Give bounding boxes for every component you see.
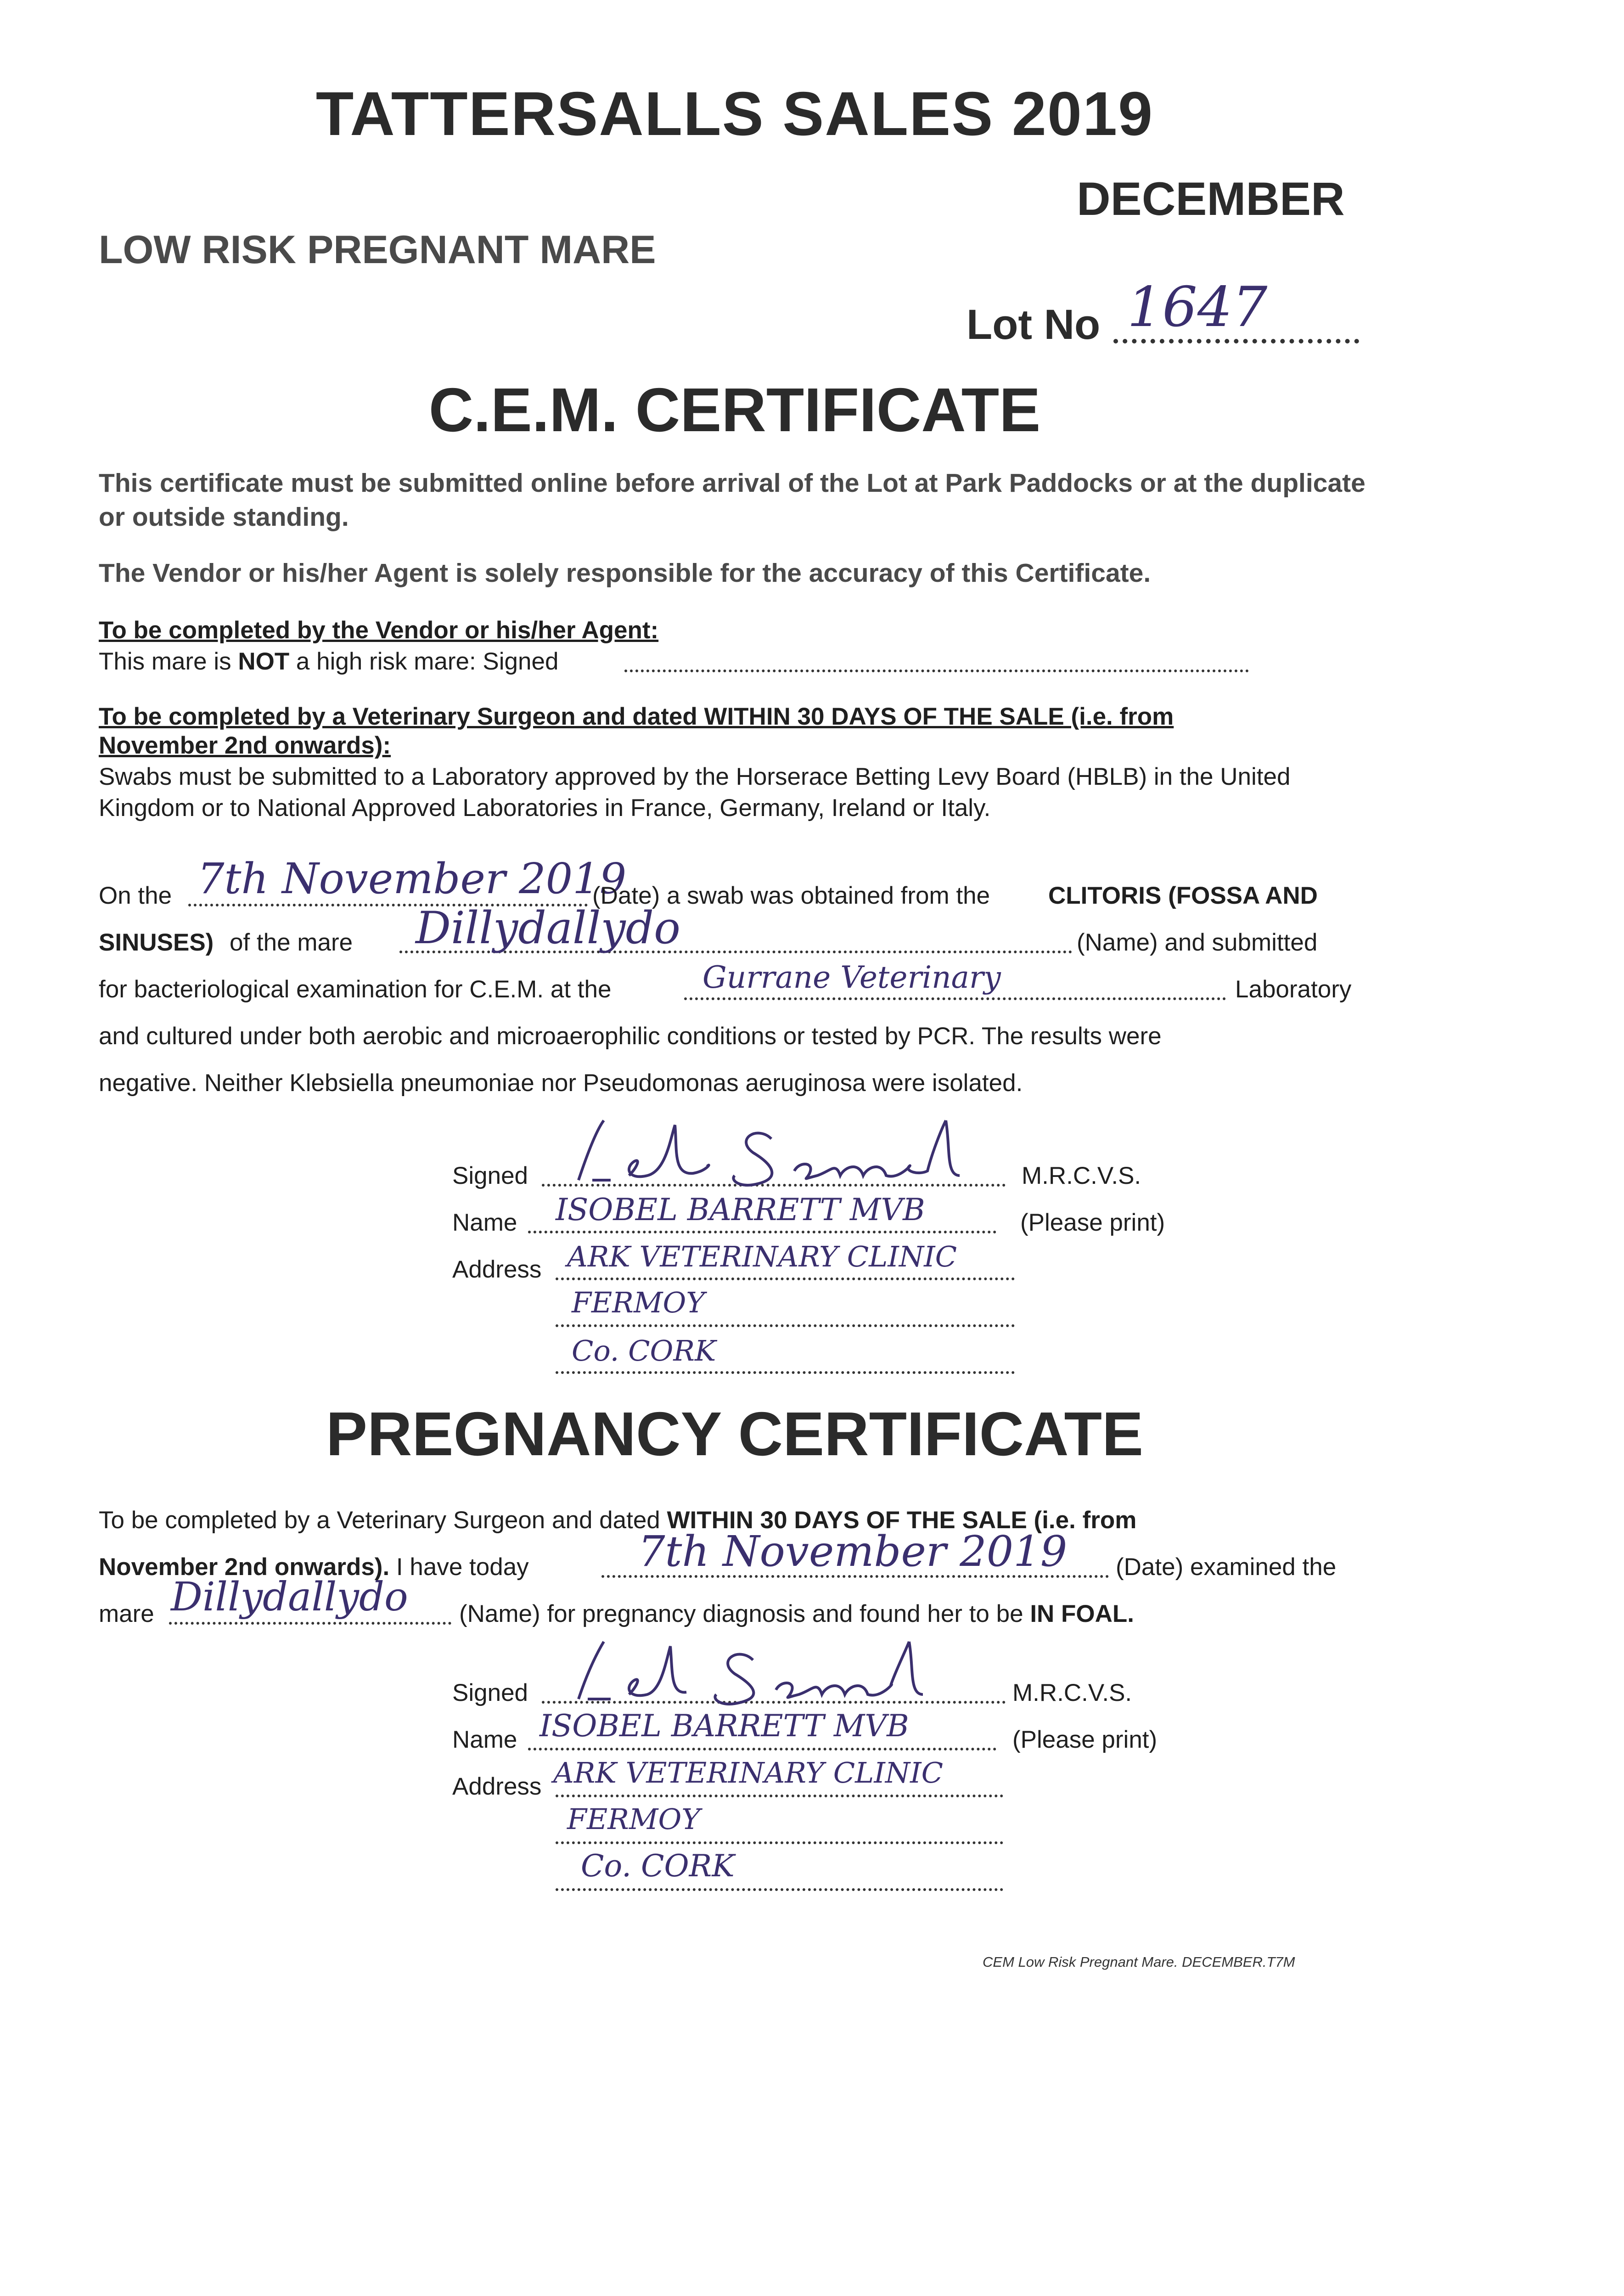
cem-mare-name-value: Dillydallydo — [416, 902, 680, 954]
pregnancy-mare-label: mare — [99, 1600, 154, 1627]
cem-address-1: ARK VETERINARY CLINIC — [567, 1240, 957, 1273]
vendor-declaration — [99, 647, 558, 675]
laboratory-name-value: Gurrane Veterinary — [702, 960, 1001, 995]
cem-address-line-3 — [556, 1371, 1015, 1374]
sale-month: DECEMBER — [1077, 173, 1345, 225]
page-title: TATTERSALLS SALES 2019 — [315, 79, 1154, 148]
cem-certificate-title: C.E.M. CERTIFICATE — [428, 375, 1041, 445]
cem-address-line-2 — [556, 1324, 1015, 1327]
pregnancy-line-2-bold: November 2nd onwards). — [99, 1553, 390, 1581]
pregnancy-line-2-end: (Date) examined the — [1116, 1553, 1337, 1581]
sinuses-text: SINUSES) — [99, 929, 214, 956]
cem-intro-text: This certificate must be submitted online before arrival of the Lot at Park Paddocks or at the duplicate or outside standing. — [99, 468, 1366, 532]
cem-signature — [560, 1111, 983, 1201]
cem-address-2: FERMOY — [572, 1286, 705, 1319]
cem-address-label: Address — [452, 1256, 542, 1283]
lot-number-line — [1113, 339, 1359, 343]
laboratory-label: Laboratory — [1235, 976, 1352, 1003]
clitoris-text: CLITORIS (FOSSA AND — [1048, 882, 1318, 909]
pregnancy-address-label: Address — [452, 1773, 542, 1800]
on-the-label: On the — [99, 882, 172, 909]
vet-section-heading-cont: November 2nd onwards): — [99, 732, 391, 759]
pregnancy-line-3 — [459, 1600, 1134, 1628]
negative-result-text: negative. Neither Klebsiella pneumoniae nor Pseudomonas aeruginosa were isolated. — [99, 1069, 1023, 1097]
pregnancy-in-foal: IN FOAL. — [1030, 1600, 1135, 1627]
cem-address-3: Co. CORK — [572, 1334, 716, 1367]
pregnancy-signature — [560, 1635, 937, 1720]
cem-signed-label: Signed — [452, 1162, 528, 1189]
form-reference-footer: CEM Low Risk Pregnant Mare. DECEMBER.T7M — [983, 1954, 1295, 1970]
cem-vet-name-value: ISOBEL BARRETT MVB — [556, 1192, 925, 1227]
cem-name-label: Name — [452, 1209, 517, 1236]
pregnancy-mrcvs-label: M.R.C.V.S. — [1012, 1679, 1132, 1706]
swab-date-suffix: (Date) a swab was obtained from the — [592, 882, 990, 909]
cem-mrcvs-label: M.R.C.V.S. — [1022, 1162, 1141, 1189]
vendor-line-not: NOT — [238, 648, 290, 675]
lot-number-label: Lot No — [967, 301, 1101, 348]
vet-section-heading: To be completed by a Veterinary Surgeon and dated WITHIN 30 DAYS OF THE SALE (i.e. from — [99, 703, 1174, 730]
pregnancy-name-line — [528, 1748, 996, 1750]
pregnancy-address-line-1 — [556, 1795, 1003, 1797]
pregnancy-name-label: Name — [452, 1726, 517, 1753]
pregnancy-mare-line — [169, 1622, 451, 1625]
bacteriological-text: for bacteriological examination for C.E.M. at the — [99, 976, 612, 1003]
cultured-text: and cultured under both aerobic and microaerophilic conditions or tested by PCR. The results were — [99, 1023, 1162, 1050]
pregnancy-signed-label: Signed — [452, 1679, 528, 1706]
vendor-line-post: a high risk mare: Signed — [289, 648, 559, 675]
vendor-signature-line — [624, 670, 1249, 672]
of-mare-label: of the mare — [230, 929, 353, 956]
laboratory-name-line — [684, 997, 1226, 1000]
cem-address-line-1 — [556, 1277, 1015, 1280]
laboratory-requirements: Swabs must be submitted to a Laboratory approved by the Horserace Betting Levy Board (HBLB) in the United Kingdom or to National Approved Laboratories in France, Germany, Ireland or Italy. — [99, 763, 1291, 822]
pregnancy-line-1-pre: To be completed by a Veterinary Surgeon and dated — [99, 1507, 667, 1534]
pregnancy-date-value: 7th November 2019 — [638, 1527, 1068, 1576]
cem-name-line — [528, 1231, 996, 1233]
vendor-section-heading: To be completed by the Vendor or his/her Agent: — [99, 617, 659, 644]
cem-responsibility-text: The Vendor or his/her Agent is solely responsible for the accuracy of this Certificate. — [99, 558, 1151, 588]
cem-please-print: (Please print) — [1020, 1209, 1165, 1236]
name-submitted-label: (Name) and submitted — [1077, 929, 1318, 956]
pregnancy-address-line-3 — [556, 1888, 1003, 1891]
swab-date-value: 7th November 2019 — [197, 854, 627, 903]
pregnancy-line-3-mid: (Name) for pregnancy diagnosis and found her to be — [459, 1600, 1030, 1627]
pregnancy-address-line-2 — [556, 1841, 1003, 1844]
pregnancy-address-1: ARK VETERINARY CLINIC — [553, 1756, 944, 1790]
certificate-category: LOW RISK PREGNANT MARE — [99, 228, 656, 272]
pregnancy-please-print: (Please print) — [1012, 1726, 1158, 1753]
pregnancy-certificate-title: PREGNANCY CERTIFICATE — [326, 1399, 1144, 1469]
pregnancy-line-2-post: I have today — [389, 1553, 529, 1581]
pregnancy-vet-name-value: ISOBEL BARRETT MVB — [539, 1708, 909, 1744]
pregnancy-mare-name-value: Dillydallydo — [171, 1574, 408, 1620]
pregnancy-line-1-bold: WITHIN 30 DAYS OF THE SALE (i.e. from — [667, 1507, 1137, 1534]
vendor-line-pre: This mare is — [99, 648, 238, 675]
lot-number-value: 1647 — [1127, 276, 1268, 339]
pregnancy-address-3: Co. CORK — [581, 1848, 735, 1884]
pregnancy-address-2: FERMOY — [567, 1802, 701, 1836]
